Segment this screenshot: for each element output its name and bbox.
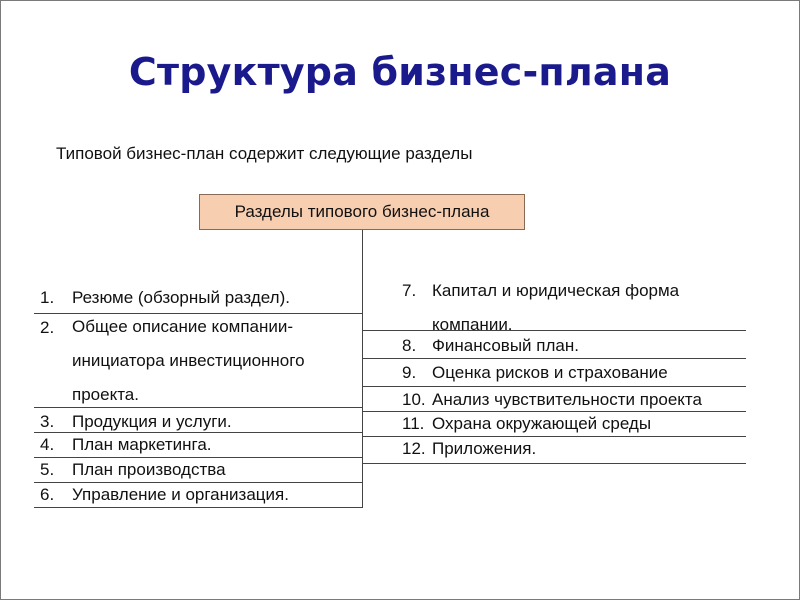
item-text: План маркетинга.	[72, 435, 212, 454]
list-item	[34, 483, 362, 508]
list-item	[362, 272, 746, 334]
list-item	[34, 408, 362, 433]
item-text: План производства	[72, 460, 226, 479]
item-text: Приложения.	[432, 439, 537, 458]
left-sections-list	[34, 282, 362, 508]
sections-header-box: Разделы типового бизнес-плана	[199, 194, 525, 230]
list-item	[362, 437, 746, 464]
item-number: 12.	[402, 439, 426, 458]
item-text: Управление и организация.	[72, 485, 289, 504]
list-item	[362, 331, 746, 359]
item-number: 6.	[40, 485, 55, 504]
right-sections-list	[362, 272, 746, 464]
item-text: Охрана окружающей среды	[432, 414, 652, 433]
list-item	[34, 458, 362, 483]
item-text: Продукция и услуги.	[72, 412, 232, 431]
item-number: 4.	[40, 435, 55, 454]
item-text: Анализ чувствительности проекта	[432, 390, 702, 409]
item-text: Капитал и юридическая форма компании.	[432, 281, 680, 334]
item-number: 9.	[402, 363, 417, 382]
list-item	[362, 359, 746, 387]
slide-subtitle: Типовой бизнес-план содержит следующие разделы	[56, 144, 473, 163]
item-text: Оценка рисков и страхование	[432, 363, 668, 382]
item-number: 8.	[402, 336, 417, 355]
item-text: Финансовый план.	[432, 336, 579, 355]
list-item	[34, 433, 362, 458]
item-number: 3.	[40, 412, 55, 431]
item-number: 11.	[402, 414, 425, 433]
list-item	[34, 314, 362, 408]
item-number: 5.	[40, 460, 55, 479]
item-number: 1.	[40, 288, 55, 307]
item-text: Резюме (обзорный раздел).	[72, 288, 290, 307]
slide-title: Структура бизнес-плана	[128, 50, 672, 94]
item-number: 2.	[40, 318, 55, 337]
item-text: Общее описание компании-инициатора инвестиционного проекта.	[72, 317, 305, 404]
item-number: 10.	[402, 390, 426, 409]
list-item	[362, 412, 746, 437]
list-item	[362, 387, 746, 412]
item-number: 7.	[402, 281, 417, 300]
